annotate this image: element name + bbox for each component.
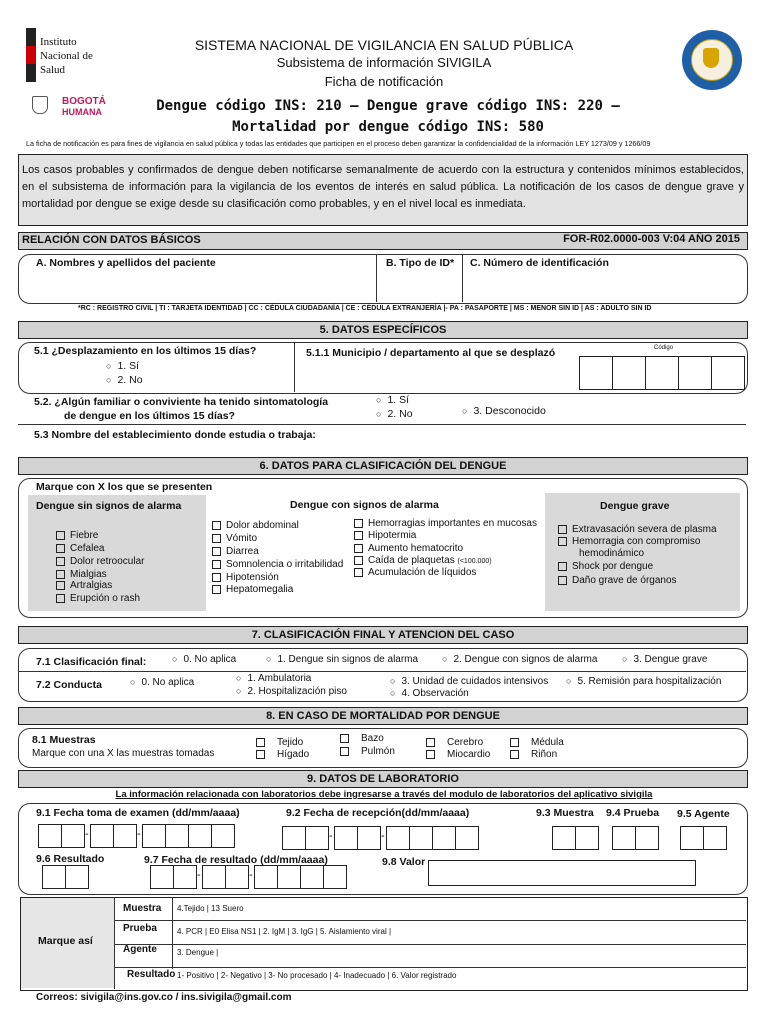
q52-opt-no[interactable]: ○ 2. No (376, 408, 413, 420)
f98-label: 9.8 Valor (382, 856, 426, 868)
basic-divider-1 (376, 254, 377, 302)
q52-opt-unknown[interactable]: ○ 3. Desconocido (462, 405, 546, 417)
exam-date-cell-0-1[interactable] (61, 824, 85, 848)
agent-code-cell-2[interactable] (703, 826, 727, 850)
q81-label: 8.1 Muestras (32, 734, 96, 746)
col3-item-4[interactable]: Daño grave de órganos (558, 575, 677, 586)
sample-code-cell-1[interactable] (552, 826, 576, 850)
ins-logo-line2: Nacional de (40, 50, 93, 62)
col2b-item-2[interactable]: Aumento hematocrito (354, 543, 463, 554)
q71-opt-0[interactable]: ○ 0. No aplica (172, 654, 237, 665)
reception-date-cell-2-3[interactable] (455, 826, 479, 850)
sample-rinon[interactable]: Riñon (510, 749, 557, 760)
sample-cerebro[interactable]: Cerebro (426, 737, 483, 748)
col2a-item-2[interactable]: Diarrea (212, 546, 259, 557)
exam-date-cell-2-3[interactable] (211, 824, 235, 848)
legend-val-1: 4. PCR | E0 Elisa NS1 | 2. IgM | 3. IgG | 5. Aislamiento viral | (177, 927, 392, 936)
form-code: FOR-R02.0000-003 V:04 AÑO 2015 (563, 233, 740, 245)
exam-date-cell-1-0[interactable] (90, 824, 114, 848)
legend-val-0: 4.Tejido | 13 Suero (177, 904, 244, 913)
sample-tejido[interactable]: Tejido (256, 737, 303, 748)
confidential-note: La ficha de notificación es para fines de vigilancia en salud pública y todas las entidades que participen en el proceso deben garantizar la confidencialidad de la información LEY 1273/09 y 1266/09 (26, 139, 651, 148)
form-subtitle: Subsistema de información SIVIGILA (276, 55, 492, 70)
legend-key-2: Agente (123, 944, 157, 955)
q51-opt-no[interactable]: ○ 2. No (106, 374, 143, 386)
result-date-cell-0-1[interactable] (173, 865, 197, 889)
col2a-item-1[interactable]: Vómito (212, 533, 257, 544)
result-date-cell-2-1[interactable] (277, 865, 301, 889)
q72-label: 7.2 Conducta (36, 679, 102, 691)
ins-logo-line1: Instituto (40, 36, 77, 48)
result-date-cell-1-1[interactable] (225, 865, 249, 889)
col1-item-3[interactable]: Mialgias (56, 569, 107, 580)
id-type-field[interactable] (380, 272, 458, 298)
agent-code-cell-1[interactable] (680, 826, 704, 850)
sample-miocardio[interactable]: Miocardio (426, 749, 490, 760)
f92-label: 9.2 Fecha de recepción(dd/mm/aaaa) (286, 807, 470, 819)
q71-label: 7.1 Clasificación final: (36, 656, 147, 668)
col3-item-3[interactable]: Shock por dengue (558, 561, 653, 572)
f94-label: 9.4 Prueba (606, 807, 660, 819)
col2b-item-1[interactable]: Hipotermia (354, 530, 416, 541)
legend-row-line-3 (114, 967, 746, 968)
ins-logo-line3: Salud (40, 64, 66, 76)
value-field[interactable] (428, 860, 696, 886)
section5-header: 5. DATOS ESPECÍFICOS (18, 321, 748, 339)
municipio-code-cell-1[interactable] (579, 356, 613, 390)
q52-label-2: de dengue en los últimos 15 días? (64, 410, 235, 422)
seal-center (703, 48, 719, 68)
reception-date-cell-1-0[interactable] (334, 826, 358, 850)
platelets-note: (<100.000) (457, 558, 492, 565)
sample-bazo[interactable]: Bazo (340, 733, 384, 744)
q71-opt-2[interactable]: ○ 2. Dengue con signos de alarma (442, 654, 598, 665)
q51-label: 5.1 ¿Desplazamiento en los últimos 15 días? (34, 345, 257, 357)
bogota-logo-text1: BOGOTÁ (62, 96, 106, 107)
lab-note: La información relacionada con laboratorios debe ingresarse a través del modulo de laboratorios del aplicativo sivigila (115, 789, 653, 800)
s6-instruction: Marque con X los que se presenten (36, 481, 213, 493)
exam-date-cell-2-2[interactable] (188, 824, 212, 848)
q53-label: 5.3 Nombre del establecimiento donde estudia o trabaja: (34, 429, 316, 441)
basic-divider-2 (462, 254, 463, 302)
f91-label: 9.1 Fecha toma de examen (dd/mm/aaaa) (36, 807, 240, 819)
sample-higado[interactable]: Hígado (256, 749, 309, 760)
col3-title: Dengue grave (600, 500, 670, 512)
col2a-item-4[interactable]: Hipotensión (212, 572, 279, 583)
section9-header: 9. DATOS DE LABORATORIO (18, 770, 748, 788)
event-line1: Dengue código INS: 210 – Dengue grave código INS: 220 – (156, 98, 620, 114)
form-title: SISTEMA NACIONAL DE VIGILANCIA EN SALUD PÚBLICA (194, 37, 574, 53)
codigo-label: Código (654, 345, 674, 351)
col1-item-2[interactable]: Dolor retroocular (56, 556, 144, 567)
reception-date-cell-2-1[interactable] (409, 826, 433, 850)
legend-key-3: Resultado (127, 969, 176, 980)
col1-item-4[interactable]: Artralgias (56, 580, 112, 591)
colombia-seal (682, 30, 742, 90)
col1-item-1[interactable]: Cefalea (56, 543, 104, 554)
section7-header: 7. CLASIFICACIÓN FINAL Y ATENCION DEL CASO (18, 626, 748, 644)
result-date-cell-2-2[interactable] (300, 865, 324, 889)
section6-header: 6. DATOS PARA CLASIFICACIÓN DEL DENGUE (18, 457, 748, 475)
q51-opt-yes[interactable]: ○ 1. Sí (106, 360, 140, 372)
col1-item-5[interactable]: Erupción o rash (56, 593, 140, 604)
legend-key-0: Muestra (123, 903, 162, 914)
reception-date-separator: - (381, 830, 385, 842)
sample-pulmon[interactable]: Pulmón (340, 746, 395, 757)
legend-val-3: 1- Positivo | 2- Negativo | 3- No procesado | 4- Inadecuado | 6. Valor registrado (177, 971, 457, 980)
patient-name-field[interactable] (24, 272, 370, 298)
reception-date-cell-2-0[interactable] (386, 826, 410, 850)
col2b-item-4[interactable]: Acumulación de líquidos (354, 567, 476, 578)
col2b-item-3[interactable]: Caída de plaquetas (<100.000) (354, 555, 492, 566)
legend-title: Marque así (38, 935, 93, 947)
f97-label: 9.7 Fecha de resultado (dd/mm/aaaa) (144, 854, 328, 866)
col2b-item-0[interactable]: Hemorragias importantes en mucosas (354, 518, 537, 529)
exam-date-cell-1-1[interactable] (113, 824, 137, 848)
q71-opt-1[interactable]: ○ 1. Dengue sin signos de alarma (266, 654, 419, 665)
exam-date-cell-0-0[interactable] (38, 824, 62, 848)
municipio-code-cell-2[interactable] (612, 356, 646, 390)
f93-label: 9.3 Muestra (536, 807, 594, 819)
col1-item-0[interactable]: Fiebre (56, 530, 98, 541)
establishment-field[interactable] (340, 426, 740, 444)
id-number-label: C. Número de identificación (470, 257, 609, 269)
section8-header: 8. EN CASO DE MORTALIDAD POR DENGUE (18, 707, 748, 725)
exam-date-cell-2-1[interactable] (165, 824, 189, 848)
result-cell-2[interactable] (65, 865, 89, 889)
q52-label-1: 5.2. ¿Algún familiar o conviviente ha tenido sintomatología (34, 396, 329, 408)
form-name: Ficha de notificación (324, 74, 444, 89)
col2a-item-0[interactable]: Dolor abdominal (212, 520, 299, 531)
exam-date-separator: - (85, 828, 89, 840)
reception-date-cell-1-1[interactable] (357, 826, 381, 850)
reception-date-cell-0-0[interactable] (282, 826, 306, 850)
result-date-cell-1-0[interactable] (202, 865, 226, 889)
exam-date-cell-2-0[interactable] (142, 824, 166, 848)
sample-medula[interactable]: Médula (510, 737, 564, 748)
result-date-cell-2-3[interactable] (323, 865, 347, 889)
municipio-code-cell-5[interactable] (711, 356, 745, 390)
q72-opt-5[interactable]: ○ 5. Remisión para hospitalización (566, 676, 722, 687)
q72-opt-4[interactable]: ○ 4. Observación (390, 688, 469, 699)
col3-item-0[interactable]: Extravasación severa de plasma (558, 524, 717, 535)
legend-key-1: Prueba (123, 923, 157, 934)
result-cell-1[interactable] (42, 865, 66, 889)
q52-opt-yes[interactable]: ○ 1. Sí (376, 394, 410, 406)
basic-title: RELACIÓN CON DATOS BÁSICOS (22, 234, 201, 246)
q81-sub: Marque con una X las muestras tomadas (32, 748, 215, 759)
id-type-label: B. Tipo de ID* (386, 257, 455, 269)
bogota-logo-text2: HUMANA (62, 107, 102, 117)
q72-opt-1[interactable]: ○ 1. Ambulatoria (236, 673, 312, 684)
f96-label: 9.6 Resultado (36, 853, 105, 865)
col2-title: Dengue con signos de alarma (290, 499, 439, 511)
reception-date-separator: - (329, 830, 333, 842)
test-code-cell-2[interactable] (635, 826, 659, 850)
q72-opt-0[interactable]: ○ 0. No aplica (130, 677, 195, 688)
q72-opt-2[interactable]: ○ 2. Hospitalización piso (236, 686, 347, 697)
name-label: A. Nombres y apellidos del paciente (36, 257, 216, 269)
col2a-item-3[interactable]: Somnolencia o irritabilidad (212, 559, 343, 570)
legend-row-line-2 (114, 944, 746, 945)
result-date-cell-2-0[interactable] (254, 865, 278, 889)
section5-divider (294, 342, 295, 392)
test-code-cell-1[interactable] (612, 826, 636, 850)
col2a-item-5[interactable]: Hepatomegalia (212, 584, 293, 595)
section7-line (18, 671, 746, 672)
municipio-code-cell-4[interactable] (678, 356, 712, 390)
legend-row-line-1 (114, 920, 746, 921)
intro-text: Los casos probables y confirmados de dengue deben notificarse semanalmente de acuerdo con la estructura y contenidos mínimos establecidos, en el subsistema de información para la vigilancia de los eventos de interés en salud pública. La notificación de los casos de dengue grave y mortalidad por dengue se exige desde su clasificación como probables, y en el nivel local es inmediata. (22, 164, 744, 210)
exam-date-separator: - (137, 828, 141, 840)
q72-opt-3[interactable]: ○ 3. Unidad de cuidados intensivos (390, 676, 549, 687)
col3-item-1b: hemodinámico (579, 548, 645, 559)
id-types-note: *RC : REGISTRO CIVIL | TI : TARJETA IDENTIDAD | CC : CÉDULA CIUDADANÍA | CE : CÉDULA EXTRANJERÍA |- PA : PASAPORTE | MS : MENOR SIN ID | AS : ADULTO SIN ID (78, 305, 652, 312)
col1-title: Dengue sin signos de alarma (36, 500, 182, 512)
event-line2: Mortalidad por dengue código INS: 580 (232, 119, 544, 135)
legend-val-2: 3. Dengue | (177, 948, 219, 957)
municipio-code-cell-3[interactable] (645, 356, 679, 390)
col3-item-1[interactable]: Hemorragia con compromiso (558, 536, 700, 547)
result-date-cell-0-0[interactable] (150, 865, 174, 889)
legend-divider-1 (114, 897, 115, 989)
q71-opt-3[interactable]: ○ 3. Dengue grave (622, 654, 708, 665)
q511-label: 5.1.1 Municipio / departamento al que se desplazó (306, 347, 556, 359)
result-date-separator: - (249, 869, 253, 881)
reception-date-cell-2-2[interactable] (432, 826, 456, 850)
id-number-field[interactable] (466, 272, 742, 298)
f95-label: 9.5 Agente (677, 808, 730, 820)
result-date-separator: - (197, 869, 201, 881)
footer-emails: Correos: sivigila@ins.gov.co / ins.sivigila@gmail.com (36, 992, 292, 1003)
reception-date-cell-0-1[interactable] (305, 826, 329, 850)
sample-code-cell-2[interactable] (575, 826, 599, 850)
legend-divider-2 (172, 897, 173, 969)
section5-line (18, 424, 746, 425)
